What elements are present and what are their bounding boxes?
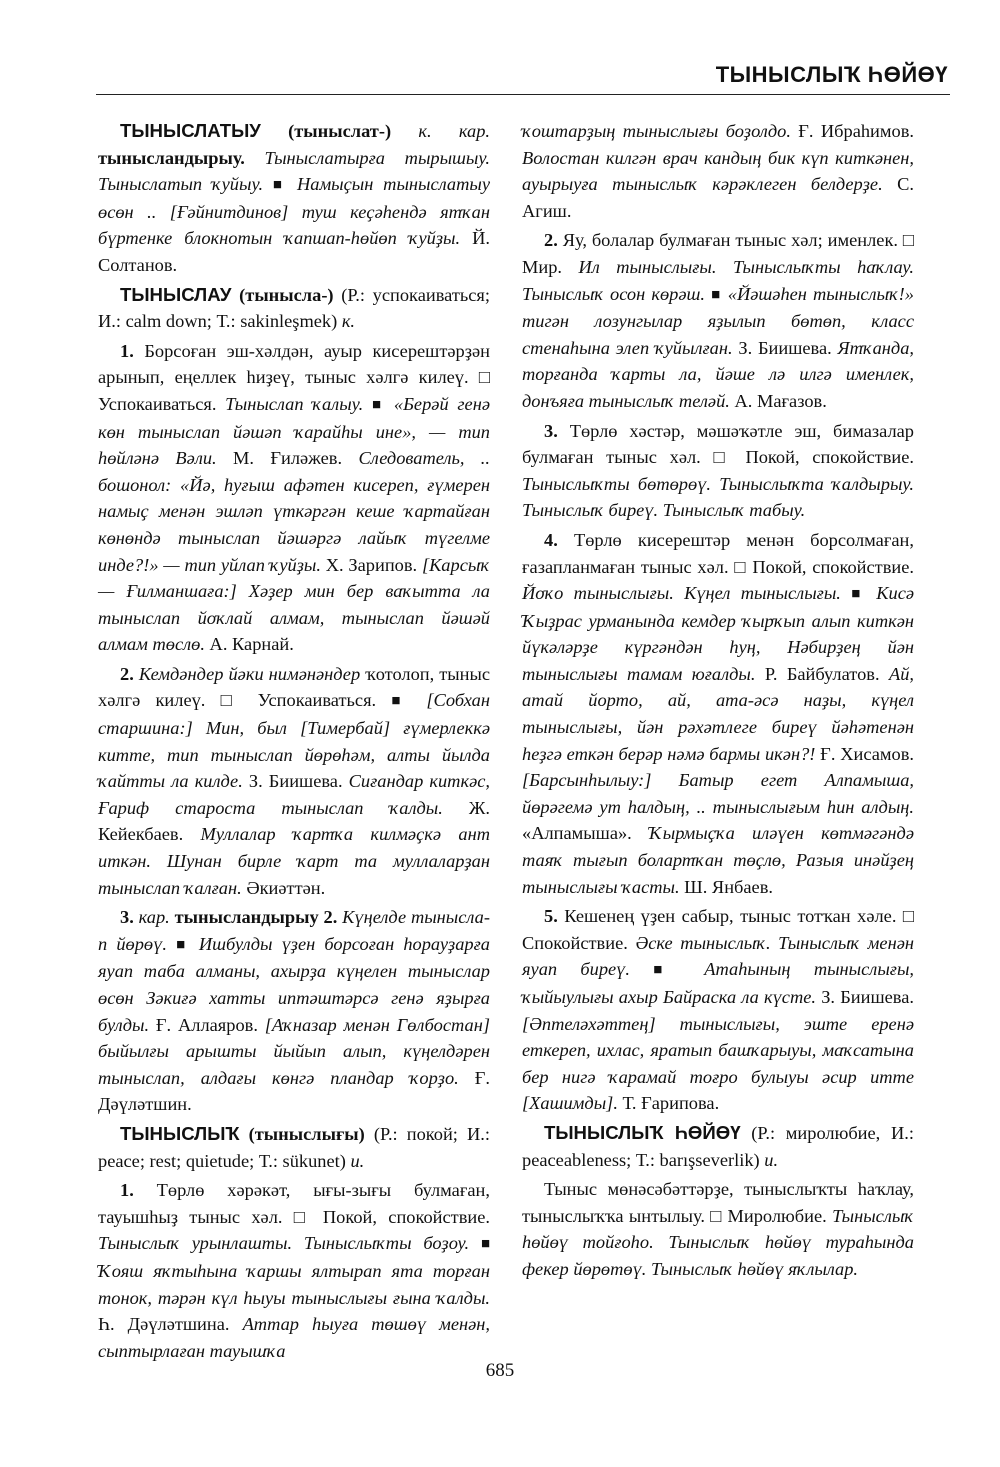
sense-number: 5. — [544, 906, 558, 927]
russian-equivalent: Покой, спокойствие. — [746, 556, 914, 577]
russian-equivalent: Миролюбие. — [722, 1205, 833, 1226]
citation: Аттар һыуға төшөү менән, сыптырлаған тауышҡа — [98, 1314, 490, 1361]
citation: Атаһының тыныслығы, ҡыйыулығы ахыр Байраска ла күсте. — [522, 959, 914, 1007]
headword: ТЫНЫСЛЫҠ — [120, 1122, 240, 1144]
grammar-note: и. — [764, 1149, 779, 1170]
definition: Төрлө кисерештәр менән борсолмаған, ғазапланмаған тыныс хәл. — [522, 529, 914, 577]
author: А. Мағазов. — [729, 390, 827, 411]
citation: ҡоштарҙың тыныслығы боҙолдо. — [522, 121, 791, 141]
author: З. Биишева. — [816, 987, 914, 1007]
running-head: ТЫНЫСЛЫҠ ҺӨЙӨҮ — [715, 62, 948, 87]
square-marker: ■ — [391, 693, 412, 710]
headword: ТЫНЫСЛАУ — [120, 283, 232, 305]
sense-number: 4. — [544, 529, 558, 550]
examples: Ил тыныслығы. Тыныслыҡты һаҡлау. Тыныслыҡ осон көрәш. — [522, 256, 914, 304]
square-marker: ■ — [371, 396, 386, 413]
box-marker: □ — [710, 1205, 723, 1226]
translations: (Р.: успокаиваться; И.: calm down; Т.: sakinleşmek) — [98, 284, 490, 332]
box-marker: □ — [902, 230, 914, 251]
grammar-note: к. — [341, 311, 356, 332]
sense-number: 2. — [544, 230, 558, 251]
sense-number: 1. — [120, 1180, 134, 1201]
citation: Сиғандар киткәс, Ғариф староста тыныслап ҡалды. — [98, 771, 490, 818]
citation: Ҡырмыҫҡа иләүен көтмәгәндә таяҡ тығып болартҡан төҫлө, Разыя инәйҙең тыныслығы ҡасты. — [522, 823, 914, 897]
examples: Тыныслыҡты бөтөрөү. Тыныслыҡта ҡалдырыу. Тыныслыҡ биреү. Тыныслыҡ табыу. — [522, 473, 914, 521]
square-marker: ■ — [653, 962, 681, 979]
author: З. Биишева. — [242, 771, 349, 792]
sense-number: 3. — [544, 420, 558, 441]
stem: (тынысла-) — [231, 284, 342, 305]
author: З. Биишева. — [732, 337, 838, 358]
stem: (тыныслығы) — [239, 1123, 374, 1144]
right-column — [522, 118, 914, 1286]
sense-3 — [98, 904, 490, 1118]
author: М. Ғиләжев. — [216, 448, 359, 469]
source: Әкиәттән. — [241, 877, 326, 898]
square-marker: ■ — [711, 286, 722, 303]
author: С. Агиш. — [522, 174, 915, 221]
citation: Намыҫын тыныслатыу өсөн .. [Ғәйнитдинов] туш кеҫәһендә ятҡан бүртенке блокнотын ҡапшап-һөйөп ҡуйҙы. — [98, 174, 490, 249]
russian-equivalent: Спокойствие. — [522, 932, 636, 953]
sense-5 — [522, 903, 914, 1117]
definition-italic: Кемдәндер йәки нимәнәндер — [138, 663, 361, 684]
russian-equivalent: Мир. — [522, 256, 579, 277]
entry-tynyslyk-hoyou — [522, 1120, 914, 1173]
sense-number: 2. — [120, 663, 134, 684]
square-marker: ■ — [176, 936, 190, 953]
citation: «Йәшәһен тыныслыҡ!» тигән лозунгылар яҙылып бөтөп, класс стенаһына элеп ҡуйылған. — [522, 283, 914, 358]
author: Ғ. Дәүләтшин. — [98, 1067, 490, 1115]
square-marker: ■ — [480, 1236, 490, 1253]
citation: «Берәй генә көн тыныслап йәшәп ҡарайһы ине», — тип һөйләнә Вәли. — [98, 393, 490, 469]
sense-4 — [522, 527, 914, 900]
cross-reference: тынысландырыу. — [98, 147, 265, 168]
examples: Йоҡо тыныслығы. Күңел тыныслығы. — [522, 583, 841, 604]
sense-number: 1. — [120, 340, 134, 361]
definition: Яу, болалар булмаған тыныс хәл; именлек. — [557, 230, 903, 251]
box-marker: □ — [293, 1206, 312, 1227]
citation: Кисә Ҡыҙрас урманында кемдер ҡырҡып алып киткән йүкәләрҙе күргәндән һуң, Нәбирҙең йән тыныслығы тамам юғалды. — [522, 583, 915, 684]
author: Һ. Дәүләтшина. — [98, 1314, 243, 1335]
box-marker: □ — [220, 690, 243, 711]
entry-tynyslatyu — [98, 118, 490, 279]
grammar-note: к. кар. — [418, 121, 490, 141]
citation: [Барсынһылыу:] Батыр егет Алпамыша, йөрәгемә ут һалдың, .. тыныслығым һин алдың. — [522, 770, 914, 817]
left-column — [98, 118, 490, 1367]
stem: (тыныслат-) — [260, 121, 419, 141]
russian-equivalent: Успокаиваться. — [98, 393, 226, 414]
author: Р. Байбулатов. — [755, 663, 889, 684]
author: А. Карнай. — [204, 634, 294, 655]
examples: Тыныслыҡ һөйөү тойғоһо. Тыныслыҡ һөйөү тураһында фекер йөрөтөү. Тыныслыҡ һөйөү яҡлылар. — [522, 1205, 914, 1279]
translations: (Р.: миролюбие, И.: peaceableness; Т.: barışseverlik) — [522, 1122, 914, 1170]
headword: ТЫНЫСЛАТЫУ — [120, 120, 261, 141]
definition: Борсоған эш-хәлдән, ауыр кисерештәрҙән арынып, еңеллек һиҙеү, тыныс хәлгә килеү. — [98, 340, 490, 388]
sense-1 — [98, 1177, 490, 1364]
box-marker: □ — [902, 906, 914, 927]
citation: [Аҡназар менән Гөлбостан] быйылғы арышты йыйып алып, күңелдәрен тыныслап, алдағы көнгә пландар ҡорҙо. — [98, 1014, 490, 1088]
grammar-note: кар. — [138, 907, 170, 928]
sense-number: 3. — [120, 907, 134, 928]
russian-equivalent: Успокаиваться. — [242, 690, 392, 711]
citation: [Әптеләхәттең] тыныслығы, эште еренә еткереп, ихлас, яратып башҡарыуы, маҡсатына бер нигә ҡарамай тоғро булыуы әсир итте [Хашимды]. — [522, 1013, 914, 1114]
author: Ғ. Ибраһимов. — [790, 121, 915, 141]
sense-2 — [522, 227, 914, 414]
citation: [Карсыҡ — Ғилманшаға:] Хәҙер мин бер ваҡытта ла тыныслап йоҡлай алмам, тыныслап йәшәй алмам төслө. — [98, 554, 491, 655]
cross-reference: тынысландырыу 2. — [169, 907, 343, 928]
author: Т. Ғарипова. — [617, 1093, 720, 1114]
citation: Муллалар ҡартҡа килмәҫкә ант иткән. Шунан бирле ҡарт та муллаларҙан тыныслап ҡалған. — [98, 824, 490, 898]
definition: Кешенең үҙен сабыр, тыныс тотҡан хәле. — [557, 906, 903, 927]
citation: Волостан килгән врач кандың бик күп киткәнен, ауырыуға тыныслыҡ кәрәклеген белдерҙе. — [522, 147, 914, 195]
citation: [Собхан старшина:] Мин, был [Тимербай] ғүмерлеккә китте, тип тыныслап йөрөһәм, алты йылда ҡайтты ла килде. — [98, 690, 490, 792]
examples: Тыныслатырға тырышыу. Тыныслатып ҡуйыу. — [98, 147, 490, 195]
translations: (Р.: покой; И.: peace; rest; quietude; Т.: sükunet) — [98, 1123, 490, 1171]
definition: Төрлө хәрәкәт, ығы-зығы булмаған, тауышһыҙ тыныс хәл. — [98, 1180, 490, 1227]
entry-tynyslau — [98, 282, 490, 335]
author: Й. Солтанов. — [98, 228, 490, 275]
citation: Ятҡанда, торғанда ҡарты ла, йәше лә илгә именлек, донъяға тыныслыҡ теләй. — [522, 337, 914, 411]
citation: Ай, атай йорто, ай, ата-әсә наҙы, күңел тыныслығы, йән рәхәтлеге биреү йәһәтенән һеҙгә еткән берәр нәмә бармы икән?! — [522, 663, 915, 764]
square-marker: ■ — [272, 177, 288, 194]
headword: ТЫНЫСЛЫҠ ҺӨЙӨҮ — [544, 1121, 741, 1143]
citation: Следователь, .. бошонол: «Йә, һуғыш афәтен кисереп, ғүмерен намыҫ менән эшләп үткәргән кеше ҡартайған көнөндә тыныслап йәшәргә лайыҡ түгелме инде?!» — тип уйлап ҡуйҙы. — [98, 448, 490, 575]
definition: ҡотолоп, тыныс хәлгә килеү. — [98, 663, 490, 711]
page-number: 685 — [485, 1360, 515, 1381]
header-rule — [96, 94, 950, 95]
grammar-note: и. — [350, 1150, 365, 1171]
examples: Әске тыныслыҡ. Тыныслыҡ менән яуап биреү. — [522, 932, 914, 980]
russian-equivalent: Покой, спокойствие. — [311, 1206, 491, 1227]
box-marker: □ — [713, 447, 733, 468]
continuation — [522, 118, 914, 224]
definition-paragraph — [522, 1176, 914, 1282]
sense-3 — [522, 418, 914, 524]
box-marker: □ — [734, 556, 747, 577]
author: Ғ. Аллаяров. — [149, 1014, 265, 1035]
author: Ғ. Хисамов. — [815, 743, 914, 764]
box-marker: □ — [478, 367, 490, 388]
russian-equivalent: Покой, спокойствие. — [732, 447, 915, 468]
sense-1 — [98, 338, 490, 658]
citation: Ишбулды үҙен борсоған һорауҙарға яуап таба алманы, ахырҙа күңелен тыныслар өсөн Зәкиғә хатты иптәштәрсә генә яҙырға булды. — [98, 933, 490, 1035]
author: Ж. Кейекбаев. — [98, 797, 490, 845]
sense-2 — [98, 661, 490, 901]
square-marker: ■ — [851, 586, 866, 603]
definition: Төрлө хәстәр, мәшәҡәтле эш, бимазалар булмаған тыныс хәл. — [522, 420, 914, 468]
examples: Тыныслыҡ урынлашты. Тыныслыҡты боҙоу. — [98, 1233, 470, 1254]
citation: Ҡояш яҡтыһына ҡаршы ялтырап ята торған тонок, тәрән күл һыуы тыныслығы ғына ҡалды. — [98, 1260, 490, 1308]
examples: Күңелде тыныслап йөрөү. — [98, 907, 490, 954]
author: Х. Зарипов. — [320, 554, 422, 575]
definition: Тыныс мөнәсәбәттәрҙе, тыныслыҡты һаҡлау, тыныслыҡҡа ынтылыу. — [522, 1179, 914, 1226]
examples: Тыныслап ҡалыу. — [225, 393, 364, 414]
author: Ш. Янбаев. — [679, 876, 773, 897]
source: «Алпамыша». — [522, 823, 649, 844]
entry-tynyslyk — [98, 1121, 490, 1174]
